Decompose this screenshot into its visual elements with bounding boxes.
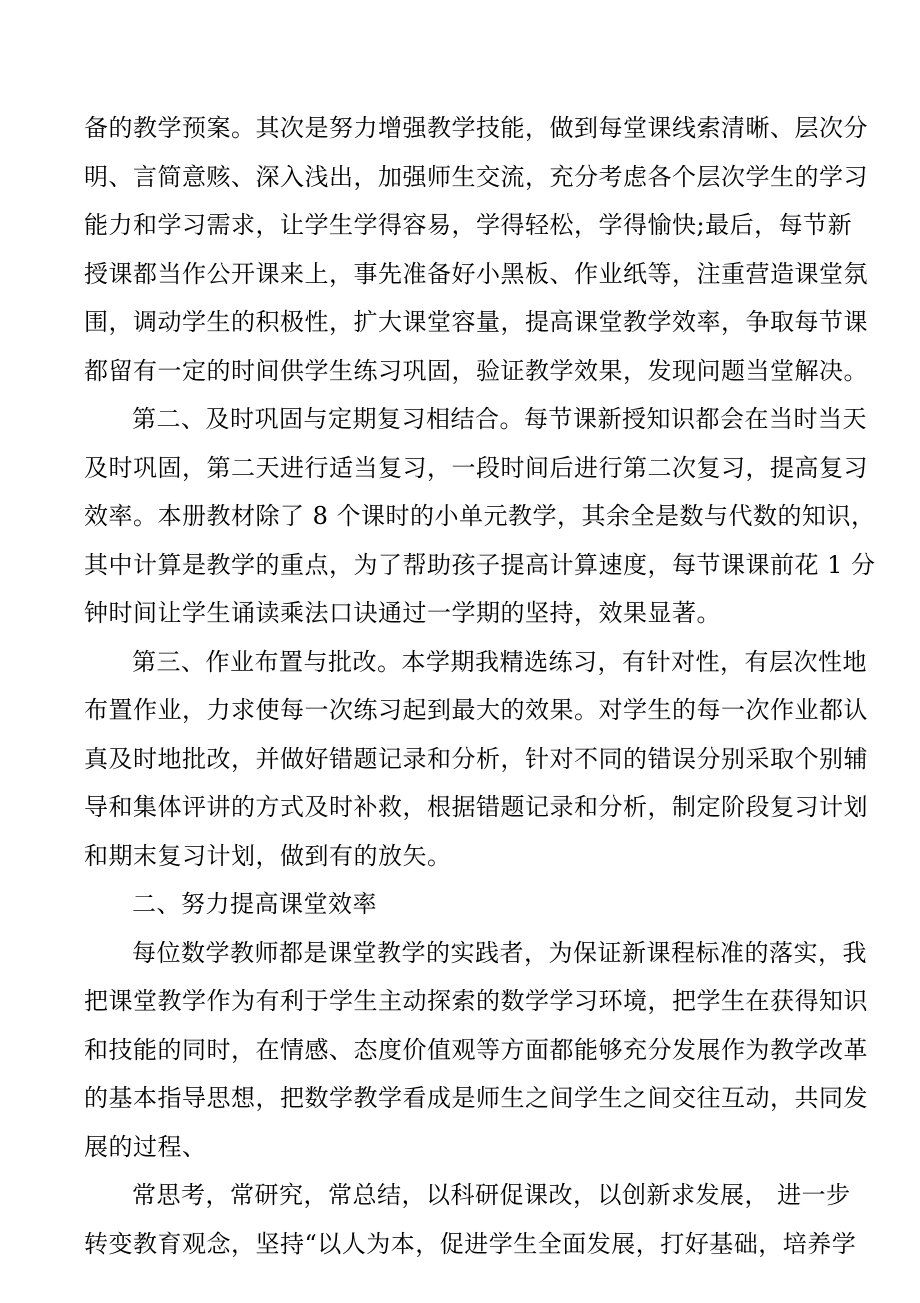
text-line: 围，调动学生的积极性，扩大课堂容量，提高课堂教学效率，争取每节课 <box>84 308 868 336</box>
text-line: 能力和学习需求，让学生学得容易，学得轻松，学得愉快;最后，每节新 <box>84 211 853 239</box>
text-line: 及时巩固，第二天进行适当复习，一段时间后进行第二次复习，提高复习 <box>84 453 868 482</box>
body-text <box>84 104 876 1268</box>
text-line: 第三、作业布置与批改。本学期我精选练习，有针对性，有层次性地 <box>132 647 867 676</box>
text-line: 的基本指导思想，把数学教学看成是师生之间学生之间交往互动，共同发 <box>84 1084 868 1112</box>
text-line: 授课都当作公开课来上，事先准备好小黑板、作业纸等，注重营造课堂氛 <box>84 259 868 288</box>
text-line: 导和集体评讲的方式及时补救，根据错题记录和分析，制定阶段复习计划 <box>84 793 868 821</box>
text-line: 真及时地批改，并做好错题记录和分析，针对不同的错误分别采取个别辅 <box>84 744 868 773</box>
text-line: 都留有一定的时间供学生练习巩固，验证教学效果，发现问题当堂解决。 <box>84 356 868 385</box>
text-line: 二、努力提高课堂效率 <box>132 890 377 918</box>
text-line: 布置作业，力求使每一次练习起到最大的效果。对学生的每一次作业都认 <box>84 696 868 724</box>
text-line: 转变教育观念，坚持“以人为本，促进学生全面发展，打好基础，培养学 <box>84 1229 857 1258</box>
text-line: 常思考，常研究，常总结，以科研促课改，以创新求发展， 进一步 <box>132 1181 851 1209</box>
text-line: 把课堂教学作为有利于学生主动探索的数学学习环境，把学生在获得知识 <box>84 987 868 1015</box>
text-line: 效率。本册教材除了 8 个课时的小单元教学，其余全是数与代数的知识， <box>84 502 876 530</box>
text-line: 第二、及时巩固与定期复习相结合。每节课新授知识都会在当时当天 <box>132 405 867 433</box>
text-line: 备的教学预案。其次是努力增强教学技能，做到每堂课线索清晰、层次分 <box>84 114 868 142</box>
text-line: 和技能的同时，在情感、态度价值观等方面都能够充分发展作为教学改革 <box>84 1035 868 1064</box>
text-line: 展的过程、 <box>84 1132 207 1161</box>
text-line: 明、言简意赅、深入浅出，加强师生交流，充分考虑各个层次学生的学习 <box>84 162 868 191</box>
text-line: 每位数学教师都是课堂教学的实践者，为保证新课程标准的落实，我 <box>132 938 867 967</box>
text-line: 和期末复习计划，做到有的放矢。 <box>84 841 452 870</box>
text-line: 钟时间让学生诵读乘法口诀通过一学期的坚持，效果显著。 <box>84 599 721 627</box>
text-line: 其中计算是教学的重点，为了帮助孩子提高计算速度，每节课课前花 1 分 <box>84 550 876 579</box>
